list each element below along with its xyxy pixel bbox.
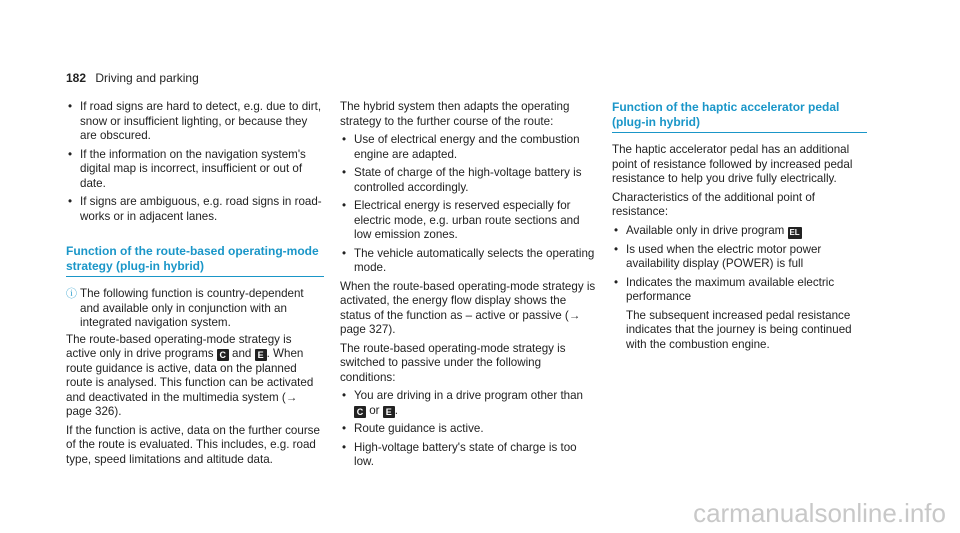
list-item-text: Available only in drive program bbox=[626, 223, 785, 237]
conjunction: and bbox=[232, 347, 252, 360]
note-text: The following function is country-dependent and available only in conjunction with an integrated navigation system. bbox=[80, 287, 304, 329]
drive-program-e-icon: E bbox=[255, 349, 267, 361]
info-note bbox=[66, 287, 324, 331]
list-item: • Use of electrical energy and the combustion engine are adapted. bbox=[340, 133, 598, 162]
page-header bbox=[66, 71, 199, 85]
section-heading: Function of the haptic accelerator pedal (plug-in hybrid) bbox=[612, 100, 867, 133]
page-number: 182 bbox=[66, 71, 87, 85]
paragraph bbox=[66, 333, 324, 420]
paragraph: Characteristics of the additional point of resistance: bbox=[612, 190, 816, 218]
list-item-text: You are driving in a drive program other than bbox=[354, 389, 584, 402]
drive-program-e-icon: E bbox=[383, 406, 395, 418]
list-item: • High-voltage battery's state of charge is too low. bbox=[340, 441, 598, 470]
paragraph: The hybrid system then adapts the operating strategy to the further course of the route: bbox=[340, 100, 570, 128]
bullet-list-1 bbox=[66, 100, 324, 224]
paragraph: If the function is active, data on the further course of the route is evaluated. This includes, e.g. road type, speed limitations and altitude data. bbox=[66, 423, 320, 466]
list-item: • If signs are ambiguous, e.g. road signs in road-works or in adjacent lanes. bbox=[66, 195, 324, 224]
list-item: • If road signs are hard to detect, e.g. due to dirt, snow or insufficient lighting, or because they are obscured. bbox=[66, 100, 324, 144]
list-item: • State of charge of the high-voltage battery is controlled accordingly. bbox=[340, 166, 598, 195]
paragraph-text: . When route guidance is active, data on the planned route is analysed. This function can be activated and deactivated in the multimedia system (→ page 326). bbox=[66, 347, 314, 418]
sub-paragraph: The subsequent increased pedal resistance indicates that the journey is being continued with the combustion engine. bbox=[626, 308, 852, 351]
info-icon: ⓘ bbox=[66, 288, 77, 300]
list-item-text: Indicates the maximum available electric performance bbox=[626, 275, 835, 303]
page-section-title: Driving and parking bbox=[95, 71, 199, 85]
column-2 bbox=[340, 100, 598, 474]
list-item: • Route guidance is active. bbox=[340, 422, 598, 437]
conjunction: or bbox=[369, 403, 380, 417]
list-item: • Electrical energy is reserved especially for electric mode, e.g. urban route sections and low emission zones. bbox=[340, 199, 598, 243]
list-item bbox=[612, 224, 867, 239]
list-item: • The vehicle automatically selects the operating mode. bbox=[340, 247, 598, 276]
paragraph-text: The route-based operating-mode strategy is active only in drive programs bbox=[66, 332, 292, 360]
drive-program-c-icon: C bbox=[217, 349, 229, 361]
list-item: • Is used when the electric motor power availability display (POWER) is full bbox=[612, 243, 867, 272]
bullet-list-4 bbox=[612, 224, 867, 353]
column-3 bbox=[612, 100, 867, 356]
paragraph: When the route-based operating-mode strategy is activated, the energy flow display shows the status of the function as – active or passive (→ page 327). bbox=[340, 279, 596, 336]
column-1 bbox=[66, 100, 324, 471]
bullet-list-2 bbox=[340, 133, 598, 276]
list-item: • If the information on the navigation system's digital map is incorrect, insufficient or out of date. bbox=[66, 148, 324, 192]
bullet-list-3 bbox=[340, 389, 598, 470]
paragraph: The haptic accelerator pedal has an additional point of resistance followed by increased pedal resistance to help you drive fully electrically. bbox=[612, 143, 853, 185]
drive-program-c-icon: C bbox=[354, 406, 366, 418]
list-item: • You are driving in a drive program other than C or E . bbox=[340, 389, 598, 418]
section-heading: Function of the route-based operating-mode strategy (plug-in hybrid) bbox=[66, 244, 324, 277]
watermark: carmanualsonline.info bbox=[693, 498, 946, 528]
drive-program-el-icon: EL bbox=[789, 227, 800, 237]
paragraph: The route-based operating-mode strategy is switched to passive under the following conditions: bbox=[340, 341, 566, 384]
list-item bbox=[612, 276, 867, 353]
